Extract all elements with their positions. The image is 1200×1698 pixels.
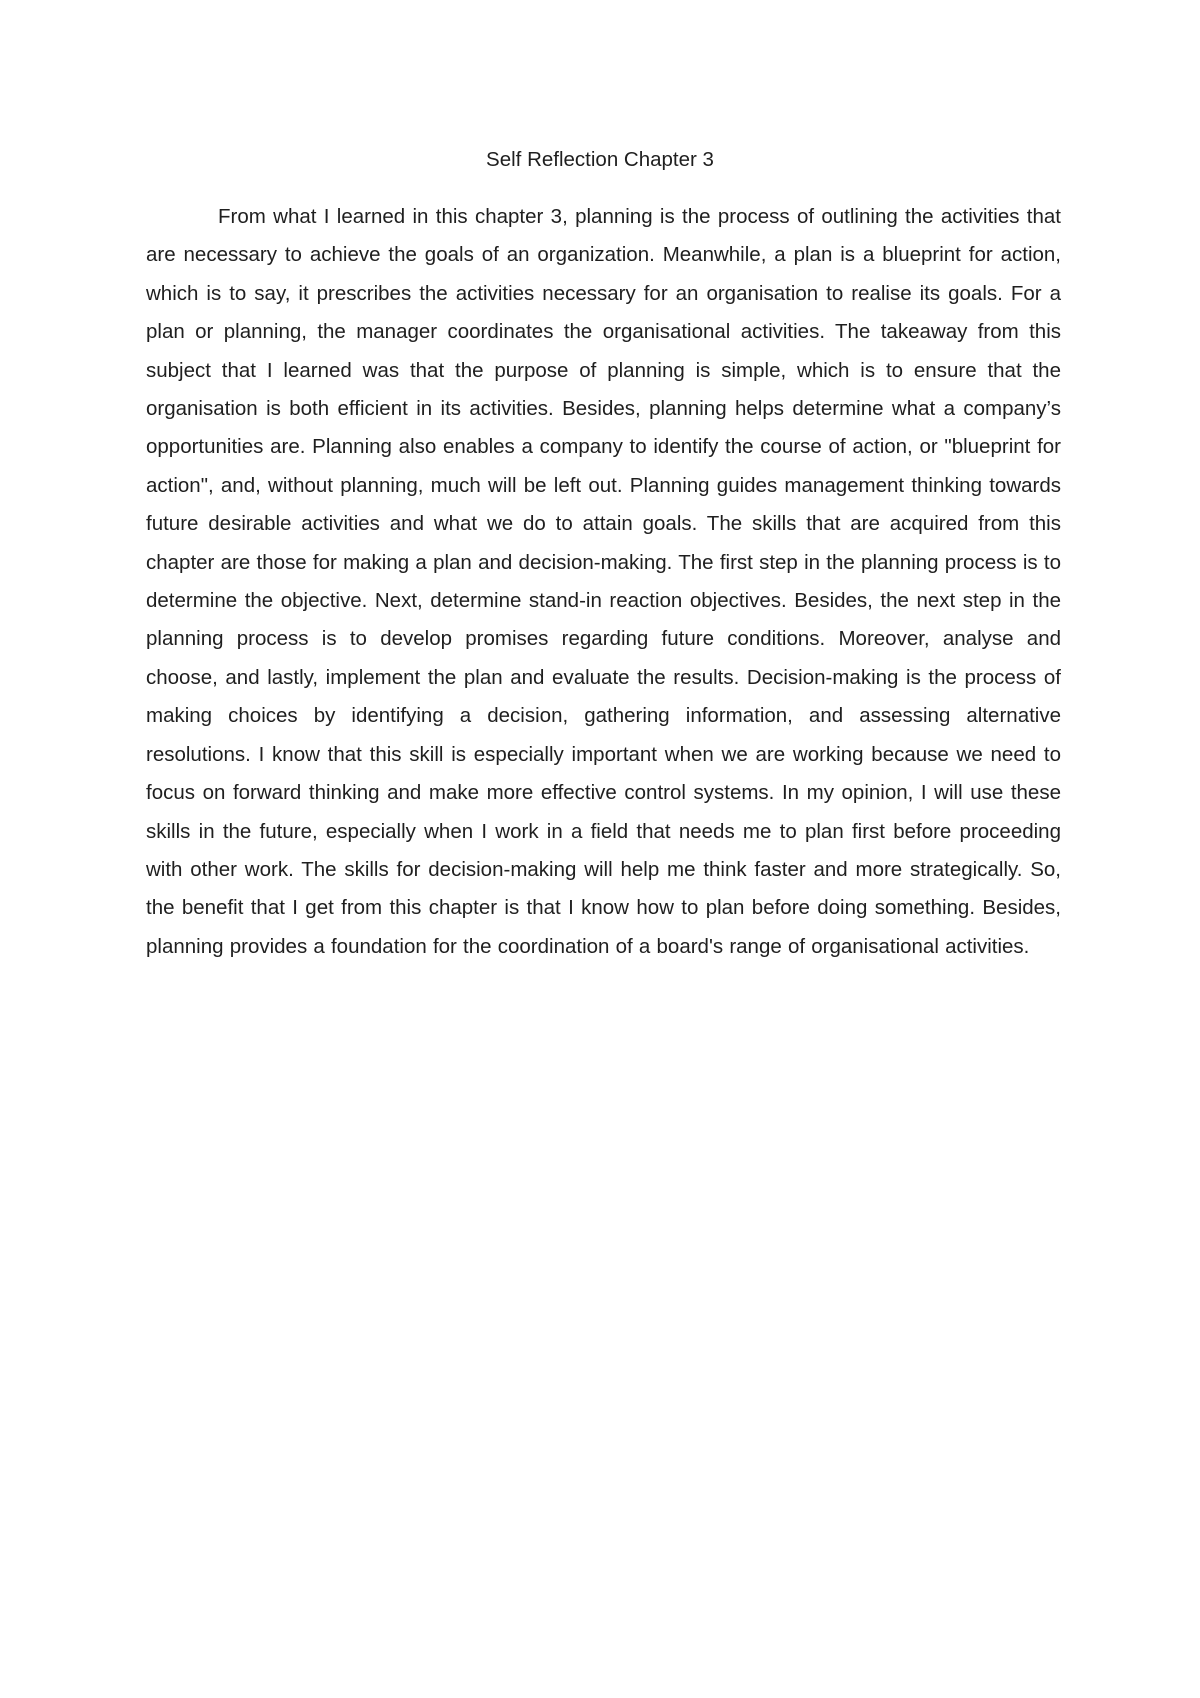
body-paragraph: From what I learned in this chapter 3, planning is the process of outlining the activities that are necessary to achieve the goals of an organization. Meanwhile, a plan is a blueprint for action, which is to say, it prescribes the activities necessary for an organisation to realise its goals. For a plan or planning, the manager coordinates the organisational activities. The takeaway from this subject that I learned was that the purpose of planning is simple, which is to ensure that the organisation is both efficient in its activities. Besides, planning helps determine what a company’s opportunities are. Planning also enables a company to identify the course of action, or "blueprint for action", and, without planning, much will be left out. Planning guides management thinking towards future desirable activities and what we do to attain goals. The skills that are acquired from this chapter are those for making a plan and decision-making. The first step in the planning process is to determine the objective. Next, determine stand-in reaction objectives. Besides, the next step in the planning process is to develop promises regarding future conditions. Moreover, analyse and choose, and lastly, implement the plan and evaluate the results. Decision-making is the process of making choices by identifying a decision, gathering information, and assessing alternative resolutions. I know that this skill is especially important when we are working because we need to focus on forward thinking and make more effective control systems. In my opinion, I will use these skills in the future, especially when I work in a field that needs me to plan first before proceeding with other work. The skills for decision-making will help me think faster and more strategically. So, the benefit that I get from this chapter is that I know how to plan before doing something. Besides, planning provides a foundation for the coordination of a board's range of organisational activities.	[146, 205, 1061, 958]
document-title: Self Reflection Chapter 3	[486, 148, 714, 171]
